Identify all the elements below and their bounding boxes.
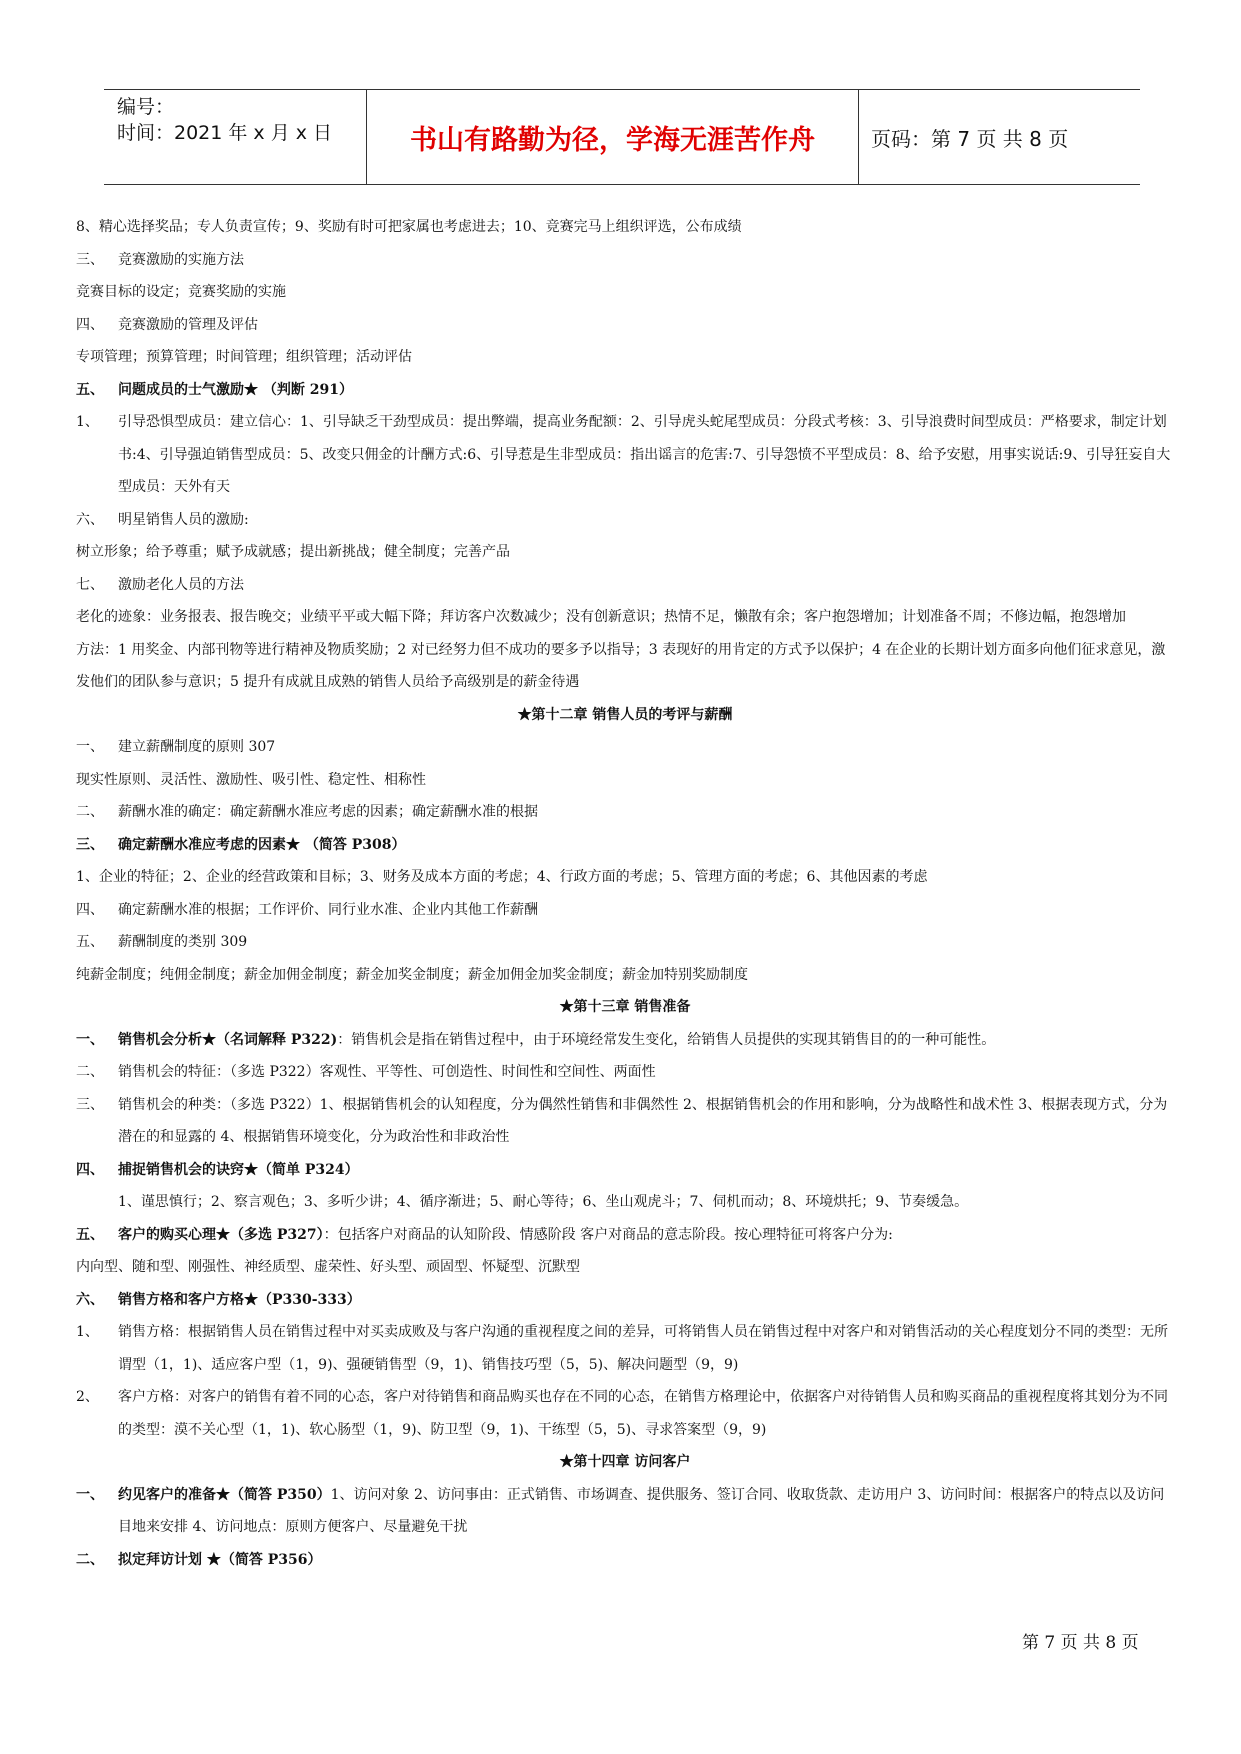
- text-paragraph: 老化的迹象：业务报表、报告晚交；业绩平平或大幅下降；拜访客户次数减少；没有创新意识；热情不足，懒散有余；客户抱怨增加；计划准备不周；不修边幅，抱怨增加: [76, 609, 1126, 625]
- code-label: 编号：: [117, 96, 175, 118]
- text-line: 1、企业的特征；2、企业的经营政策和目标；3、财务及成本方面的考虑；4、行政方面的考虑；5、管理方面的考虑；6、其他因素的考虑: [76, 869, 928, 885]
- section-heading: 七、 激励老化人员的方法: [76, 576, 244, 593]
- section-heading: 一、 销售机会分析★（名词解释 P322)：销售机会是指在销售过程中，由于环境经常发生变化，给销售人员提供的实现其销售目的的一种可能性。: [76, 1031, 996, 1048]
- section-heading: 五、 薪酬制度的类别 309: [76, 934, 248, 950]
- section-heading: 五、 客户的购买心理★（多选 P327）：包括客户对商品的认知阶段、情感阶段 客户对商品的意志阶段。按心理特征可将客户分为:: [76, 1226, 893, 1243]
- text-line: 纯薪金制度；纯佣金制度；薪金加佣金制度；薪金加奖金制度；薪金加佣金加奖金制度；薪金加特别奖励制度: [76, 966, 748, 983]
- section-heading: 六、 销售方格和客户方格★（P330-333）: [76, 1291, 361, 1308]
- text-line: 内向型、随和型、刚强性、神经质型、虚荣性、好头型、顽固型、怀疑型、沉默型: [76, 1259, 580, 1275]
- section-heading: 五、 问题成员的士气激励★ （判断 291）: [76, 381, 353, 398]
- text-line: 1、谨思慎行；2、察言观色；3、多听少讲；4、循序渐进；5、耐心等待；6、坐山观虎斗；7、伺机而动；8、环境烘托；9、节奏缓急。: [118, 1194, 969, 1210]
- section-heading: 二、 销售机会的特征：（多选 P322）客观性、平等性、可创造性、时间性和空间性、两面性: [76, 1064, 656, 1080]
- header-motto: 书山有路勤为径，学海无涯苦作舟: [367, 90, 859, 184]
- text-line: 树立形象；给予尊重；赋予成就感；提出新挑战；健全制度；完善产品: [76, 544, 510, 560]
- text-paragraph: 方法：1 用奖金、内部刊物等进行精神及物质奖励；2 对已经努力但不成功的要多予以指导；3 表现好的用肯定的方式予以保护；4 在企业的长期计划方面多向他们征求意见，激发他们的团队参与意识；5 提升有成就且成熟的销售人员给予高级别是的薪金待遇: [76, 641, 1166, 690]
- text-line: 8、精心选择奖品；专人负责宣传；9、奖励有时可把家属也考虑进去；10、竞赛完马上组织评选，公布成绩: [76, 219, 742, 235]
- numbered-paragraph: 1、 销售方格：根据销售人员在销售过程中对买卖成败及与客户沟通的重视程度之间的差异，可将销售人员在销售过程中对客户和对销售活动的关心程度划分不同的类型：无所谓型（1，1)、适应客户型（1，9)、强硬销售型（9，1)、销售技巧型（5，5)、解决问题型（9，9): [76, 1324, 1168, 1373]
- text-line: 竞赛目标的设定；竞赛奖励的实施: [76, 284, 286, 300]
- chapter-title: ★第十四章 访问客户: [559, 1454, 691, 1470]
- numbered-paragraph: 1、 引导恐惧型成员：建立信心：1、引导缺乏干劲型成员：提出弊端，提高业务配额：2、引导虎头蛇尾型成员：分段式考核：3、引导浪费时间型成员：严格要求，制定计划书:4、引导强迫销售型成员：5、改变只佣金的计酬方式:6、引导惹是生非型成员：指出谣言的危害:7、引导怨愤不平型成员：8、给予安慰，用事实说话:9、引导狂妄自大型成员：天外有天: [76, 414, 1171, 495]
- section-heading: 四、 确定薪酬水准的根据；工作评价、同行业水准、企业内其他工作薪酬: [76, 901, 538, 918]
- header-meta: [104, 90, 367, 184]
- chapter-title: ★第十二章 销售人员的考评与薪酬: [517, 706, 733, 723]
- section-heading: 一、 建立薪酬制度的原则 307: [76, 739, 276, 755]
- section-heading: 三、 确定薪酬水准应考虑的因素★ （简答 P308）: [76, 836, 406, 853]
- page-footer: 第 7 页 共 8 页: [1022, 1633, 1139, 1653]
- section-heading: 二、 拟定拜访计划 ★（简答 P356）: [76, 1551, 322, 1568]
- section-heading: 二、 薪酬水准的确定：确定薪酬水准应考虑的因素；确定薪酬水准的根据: [76, 804, 538, 820]
- section-heading: 三、 竞赛激励的实施方法: [76, 251, 244, 268]
- numbered-paragraph: 三、 销售机会的种类：（多选 P322）1、根据销售机会的认知程度，分为偶然性销售和非偶然性 2、根据销售机会的作用和影响，分为战略性和战术性 3、根据表现方式，分为潜在的和显露的 4、根据销售环境变化，分为政治性和非政治性: [76, 1096, 1168, 1145]
- section-heading: 四、 竞赛激励的管理及评估: [76, 316, 258, 333]
- text-line: 现实性原则、灵活性、激励性、吸引性、稳定性、相称性: [76, 771, 426, 788]
- document-body: [76, 211, 1174, 1576]
- numbered-paragraph: 一、 约见客户的准备★（简答 P350）1、访问对象 2、访问事由：正式销售、市场调查、提供服务、签订合同、收取货款、走访用户 3、访问时间：根据客户的特点以及访问目地来安排 4、访问地点：原则方便客户、尽量避免干扰: [76, 1486, 1165, 1535]
- section-heading: 六、 明星销售人员的激励:: [76, 511, 249, 528]
- section-heading: 四、 捕捉销售机会的诀窍★（简单 P324）: [76, 1161, 359, 1178]
- time-label: 时间：2021 年 x 月 x 日: [117, 122, 333, 144]
- numbered-paragraph: 2、 客户方格：对客户的销售有着不同的心态，客户对待销售和商品购买也存在不同的心态，在销售方格理论中，依据客户对待销售人员和购买商品的重视程度将其划分为不同的类型：漠不关心型（1，1)、软心肠型（1，9)、防卫型（9，1)、干练型（5，5)、寻求答案型（9，9): [76, 1389, 1168, 1438]
- chapter-title: ★第十三章 销售准备: [559, 999, 691, 1015]
- page-header: [104, 89, 1140, 185]
- text-line: 专项管理；预算管理；时间管理；组织管理；活动评估: [76, 349, 412, 365]
- header-page-label: 页码：第 7 页 共 8 页: [871, 126, 1069, 151]
